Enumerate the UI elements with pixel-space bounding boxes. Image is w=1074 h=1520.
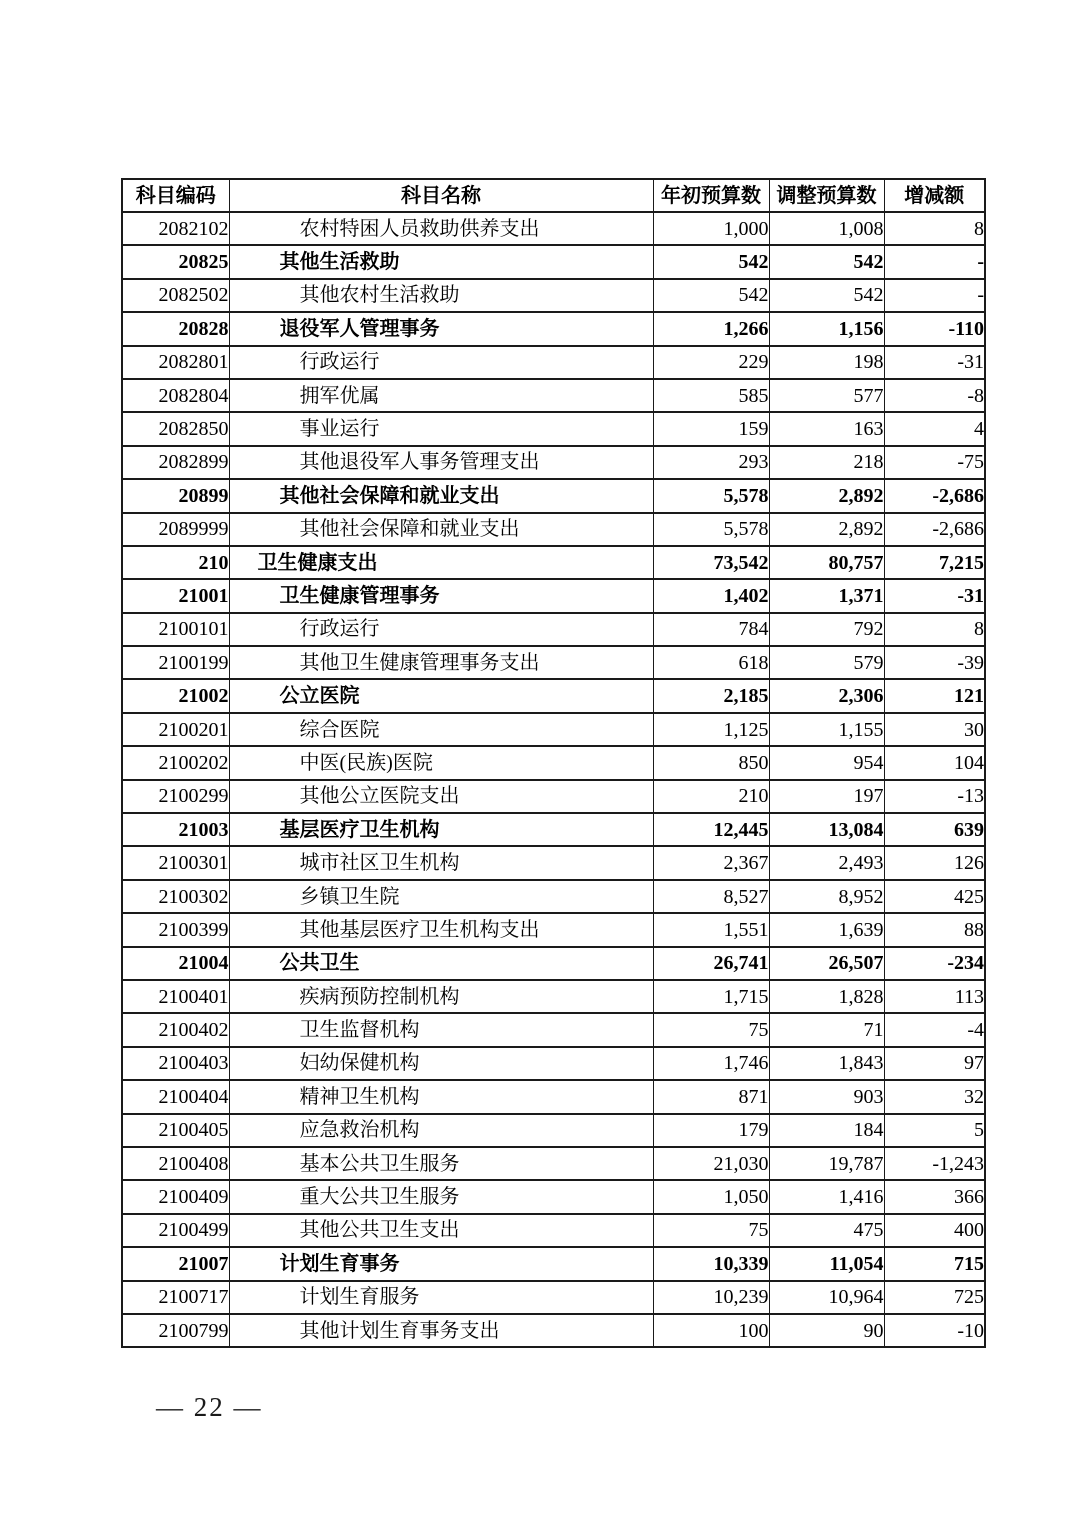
table-row (122, 1080, 985, 1113)
table-row (122, 1281, 985, 1314)
subject-name-cell: 其他基层医疗卫生机构支出 (229, 913, 653, 946)
adjusted-budget-cell: 1,371 (769, 579, 884, 612)
initial-budget-cell: 159 (653, 412, 769, 445)
initial-budget-cell: 1,266 (653, 312, 769, 345)
subject-code-cell: 20828 (122, 312, 229, 345)
subject-name-cell: 农村特困人员救助供养支出 (229, 212, 653, 245)
change-amount-cell: 30 (884, 713, 985, 746)
change-amount-cell: 5 (884, 1114, 985, 1147)
adjusted-budget-cell: 198 (769, 346, 884, 379)
change-amount-cell: -31 (884, 346, 985, 379)
adjusted-budget-cell: 13,084 (769, 813, 884, 846)
subject-code-cell: 2100301 (122, 846, 229, 879)
change-amount-cell: 104 (884, 746, 985, 779)
initial-budget-cell: 2,367 (653, 846, 769, 879)
table-row (122, 1214, 985, 1247)
change-amount-cell: -39 (884, 646, 985, 679)
subject-name-cell: 应急救治机构 (229, 1114, 653, 1147)
table-row (122, 513, 985, 546)
adjusted-budget-cell: 8,952 (769, 880, 884, 913)
initial-budget-cell: 2,185 (653, 679, 769, 712)
subject-code-cell: 2100403 (122, 1047, 229, 1080)
adjusted-budget-cell: 11,054 (769, 1247, 884, 1280)
table-row (122, 412, 985, 445)
subject-code-cell: 2100299 (122, 780, 229, 813)
subject-name-cell: 其他农村生活救助 (229, 279, 653, 312)
change-amount-cell: - (884, 279, 985, 312)
subject-code-cell: 2082102 (122, 212, 229, 245)
adjusted-budget-cell: 90 (769, 1314, 884, 1347)
column-header-code: 科目编码 (122, 179, 229, 212)
subject-name-cell: 基层医疗卫生机构 (229, 813, 653, 846)
initial-budget-cell: 73,542 (653, 546, 769, 579)
change-amount-cell: - (884, 245, 985, 278)
budget-table-header (122, 179, 985, 212)
table-row (122, 212, 985, 245)
subject-code-cell: 2100499 (122, 1214, 229, 1247)
subject-code-cell: 2082801 (122, 346, 229, 379)
table-row (122, 279, 985, 312)
initial-budget-cell: 871 (653, 1080, 769, 1113)
initial-budget-cell: 5,578 (653, 513, 769, 546)
change-amount-cell: 4 (884, 412, 985, 445)
table-row (122, 245, 985, 278)
initial-budget-cell: 585 (653, 379, 769, 412)
subject-code-cell: 21001 (122, 579, 229, 612)
table-row (122, 1314, 985, 1347)
change-amount-cell: 121 (884, 679, 985, 712)
table-row (122, 613, 985, 646)
change-amount-cell: 88 (884, 913, 985, 946)
table-row (122, 1114, 985, 1147)
table-row (122, 1247, 985, 1280)
subject-code-cell: 2100401 (122, 980, 229, 1013)
adjusted-budget-cell: 1,008 (769, 212, 884, 245)
page-number: — 22 — (156, 1392, 263, 1422)
change-amount-cell: -2,686 (884, 513, 985, 546)
table-row (122, 880, 985, 913)
subject-code-cell: 21002 (122, 679, 229, 712)
adjusted-budget-cell: 184 (769, 1114, 884, 1147)
adjusted-budget-cell: 1,155 (769, 713, 884, 746)
change-amount-cell: 8 (884, 613, 985, 646)
subject-name-cell: 卫生健康支出 (229, 546, 653, 579)
adjusted-budget-cell: 80,757 (769, 546, 884, 579)
change-amount-cell: 97 (884, 1047, 985, 1080)
subject-code-cell: 21004 (122, 947, 229, 980)
initial-budget-cell: 1,551 (653, 913, 769, 946)
change-amount-cell: 126 (884, 846, 985, 879)
table-row (122, 446, 985, 479)
initial-budget-cell: 1,715 (653, 980, 769, 1013)
table-row (122, 646, 985, 679)
initial-budget-cell: 179 (653, 1114, 769, 1147)
subject-code-cell: 2100202 (122, 746, 229, 779)
subject-name-cell: 综合医院 (229, 713, 653, 746)
table-row (122, 1180, 985, 1213)
subject-code-cell: 2100302 (122, 880, 229, 913)
subject-name-cell: 其他社会保障和就业支出 (229, 479, 653, 512)
table-row (122, 947, 985, 980)
initial-budget-cell: 100 (653, 1314, 769, 1347)
adjusted-budget-cell: 1,828 (769, 980, 884, 1013)
initial-budget-cell: 12,445 (653, 813, 769, 846)
subject-code-cell: 2100799 (122, 1314, 229, 1347)
subject-name-cell: 妇幼保健机构 (229, 1047, 653, 1080)
change-amount-cell: 32 (884, 1080, 985, 1113)
subject-name-cell: 基本公共卫生服务 (229, 1147, 653, 1180)
subject-code-cell: 2082502 (122, 279, 229, 312)
adjusted-budget-cell: 1,416 (769, 1180, 884, 1213)
subject-name-cell: 公立医院 (229, 679, 653, 712)
header-row (122, 179, 985, 212)
change-amount-cell: 8 (884, 212, 985, 245)
subject-name-cell: 其他社会保障和就业支出 (229, 513, 653, 546)
adjusted-budget-cell: 1,639 (769, 913, 884, 946)
subject-code-cell: 2100399 (122, 913, 229, 946)
change-amount-cell: -1,243 (884, 1147, 985, 1180)
initial-budget-cell: 1,050 (653, 1180, 769, 1213)
adjusted-budget-cell: 1,156 (769, 312, 884, 345)
adjusted-budget-cell: 26,507 (769, 947, 884, 980)
subject-name-cell: 中医(民族)医院 (229, 746, 653, 779)
subject-name-cell: 计划生育服务 (229, 1281, 653, 1314)
change-amount-cell: -13 (884, 780, 985, 813)
change-amount-cell: -75 (884, 446, 985, 479)
adjusted-budget-cell: 2,892 (769, 513, 884, 546)
subject-name-cell: 其他生活救助 (229, 245, 653, 278)
subject-name-cell: 卫生健康管理事务 (229, 579, 653, 612)
initial-budget-cell: 8,527 (653, 880, 769, 913)
column-header-initial: 年初预算数 (653, 179, 769, 212)
change-amount-cell: 715 (884, 1247, 985, 1280)
table-row (122, 846, 985, 879)
change-amount-cell: -10 (884, 1314, 985, 1347)
subject-code-cell: 210 (122, 546, 229, 579)
adjusted-budget-cell: 792 (769, 613, 884, 646)
subject-name-cell: 行政运行 (229, 613, 653, 646)
subject-name-cell: 其他公立医院支出 (229, 780, 653, 813)
table-row (122, 713, 985, 746)
adjusted-budget-cell: 2,306 (769, 679, 884, 712)
subject-name-cell: 其他退役军人事务管理支出 (229, 446, 653, 479)
initial-budget-cell: 542 (653, 245, 769, 278)
subject-name-cell: 计划生育事务 (229, 1247, 653, 1280)
column-header-change: 增减额 (884, 179, 985, 212)
initial-budget-cell: 542 (653, 279, 769, 312)
table-row (122, 746, 985, 779)
subject-name-cell: 退役军人管理事务 (229, 312, 653, 345)
table-row (122, 980, 985, 1013)
budget-table (121, 178, 986, 1348)
table-row (122, 1013, 985, 1046)
adjusted-budget-cell: 542 (769, 245, 884, 278)
subject-code-cell: 20825 (122, 245, 229, 278)
subject-code-cell: 2100101 (122, 613, 229, 646)
subject-name-cell: 公共卫生 (229, 947, 653, 980)
initial-budget-cell: 75 (653, 1013, 769, 1046)
subject-code-cell: 2100199 (122, 646, 229, 679)
adjusted-budget-cell: 577 (769, 379, 884, 412)
subject-name-cell: 城市社区卫生机构 (229, 846, 653, 879)
table-row (122, 346, 985, 379)
initial-budget-cell: 75 (653, 1214, 769, 1247)
budget-table-body (122, 212, 985, 1347)
initial-budget-cell: 229 (653, 346, 769, 379)
initial-budget-cell: 5,578 (653, 479, 769, 512)
adjusted-budget-cell: 2,493 (769, 846, 884, 879)
subject-name-cell: 其他计划生育事务支出 (229, 1314, 653, 1347)
subject-code-cell: 2100402 (122, 1013, 229, 1046)
subject-name-cell: 精神卫生机构 (229, 1080, 653, 1113)
initial-budget-cell: 850 (653, 746, 769, 779)
subject-code-cell: 2100409 (122, 1180, 229, 1213)
subject-code-cell: 21007 (122, 1247, 229, 1280)
table-row (122, 479, 985, 512)
column-header-adjusted: 调整预算数 (769, 179, 884, 212)
subject-code-cell: 2082899 (122, 446, 229, 479)
initial-budget-cell: 293 (653, 446, 769, 479)
table-row (122, 312, 985, 345)
adjusted-budget-cell: 579 (769, 646, 884, 679)
initial-budget-cell: 618 (653, 646, 769, 679)
adjusted-budget-cell: 10,964 (769, 1281, 884, 1314)
subject-code-cell: 2100408 (122, 1147, 229, 1180)
subject-name-cell: 其他卫生健康管理事务支出 (229, 646, 653, 679)
adjusted-budget-cell: 475 (769, 1214, 884, 1247)
initial-budget-cell: 10,239 (653, 1281, 769, 1314)
change-amount-cell: -234 (884, 947, 985, 980)
adjusted-budget-cell: 71 (769, 1013, 884, 1046)
initial-budget-cell: 784 (653, 613, 769, 646)
subject-code-cell: 2100404 (122, 1080, 229, 1113)
change-amount-cell: -31 (884, 579, 985, 612)
table-row (122, 780, 985, 813)
adjusted-budget-cell: 218 (769, 446, 884, 479)
subject-code-cell: 2082804 (122, 379, 229, 412)
subject-code-cell: 2082850 (122, 412, 229, 445)
subject-name-cell: 卫生监督机构 (229, 1013, 653, 1046)
column-header-name: 科目名称 (229, 179, 653, 212)
table-row (122, 379, 985, 412)
adjusted-budget-cell: 1,843 (769, 1047, 884, 1080)
table-row (122, 1147, 985, 1180)
adjusted-budget-cell: 197 (769, 780, 884, 813)
change-amount-cell: 725 (884, 1281, 985, 1314)
initial-budget-cell: 1,402 (653, 579, 769, 612)
adjusted-budget-cell: 19,787 (769, 1147, 884, 1180)
change-amount-cell: 400 (884, 1214, 985, 1247)
subject-name-cell: 其他公共卫生支出 (229, 1214, 653, 1247)
initial-budget-cell: 21,030 (653, 1147, 769, 1180)
initial-budget-cell: 10,339 (653, 1247, 769, 1280)
subject-name-cell: 行政运行 (229, 346, 653, 379)
subject-code-cell: 20899 (122, 479, 229, 512)
subject-code-cell: 21003 (122, 813, 229, 846)
table-row (122, 546, 985, 579)
table-row (122, 1047, 985, 1080)
change-amount-cell: -2,686 (884, 479, 985, 512)
adjusted-budget-cell: 903 (769, 1080, 884, 1113)
initial-budget-cell: 210 (653, 780, 769, 813)
table-row (122, 579, 985, 612)
change-amount-cell: -110 (884, 312, 985, 345)
adjusted-budget-cell: 2,892 (769, 479, 884, 512)
adjusted-budget-cell: 163 (769, 412, 884, 445)
subject-code-cell: 2100717 (122, 1281, 229, 1314)
subject-name-cell: 乡镇卫生院 (229, 880, 653, 913)
subject-code-cell: 2100201 (122, 713, 229, 746)
subject-name-cell: 疾病预防控制机构 (229, 980, 653, 1013)
table-row (122, 813, 985, 846)
change-amount-cell: 639 (884, 813, 985, 846)
change-amount-cell: 113 (884, 980, 985, 1013)
initial-budget-cell: 1,000 (653, 212, 769, 245)
change-amount-cell: -4 (884, 1013, 985, 1046)
table-row (122, 679, 985, 712)
subject-code-cell: 2089999 (122, 513, 229, 546)
table-row (122, 913, 985, 946)
subject-name-cell: 重大公共卫生服务 (229, 1180, 653, 1213)
adjusted-budget-cell: 542 (769, 279, 884, 312)
change-amount-cell: -8 (884, 379, 985, 412)
subject-code-cell: 2100405 (122, 1114, 229, 1147)
adjusted-budget-cell: 954 (769, 746, 884, 779)
initial-budget-cell: 26,741 (653, 947, 769, 980)
subject-name-cell: 事业运行 (229, 412, 653, 445)
change-amount-cell: 425 (884, 880, 985, 913)
change-amount-cell: 366 (884, 1180, 985, 1213)
subject-name-cell: 拥军优属 (229, 379, 653, 412)
initial-budget-cell: 1,125 (653, 713, 769, 746)
change-amount-cell: 7,215 (884, 546, 985, 579)
initial-budget-cell: 1,746 (653, 1047, 769, 1080)
